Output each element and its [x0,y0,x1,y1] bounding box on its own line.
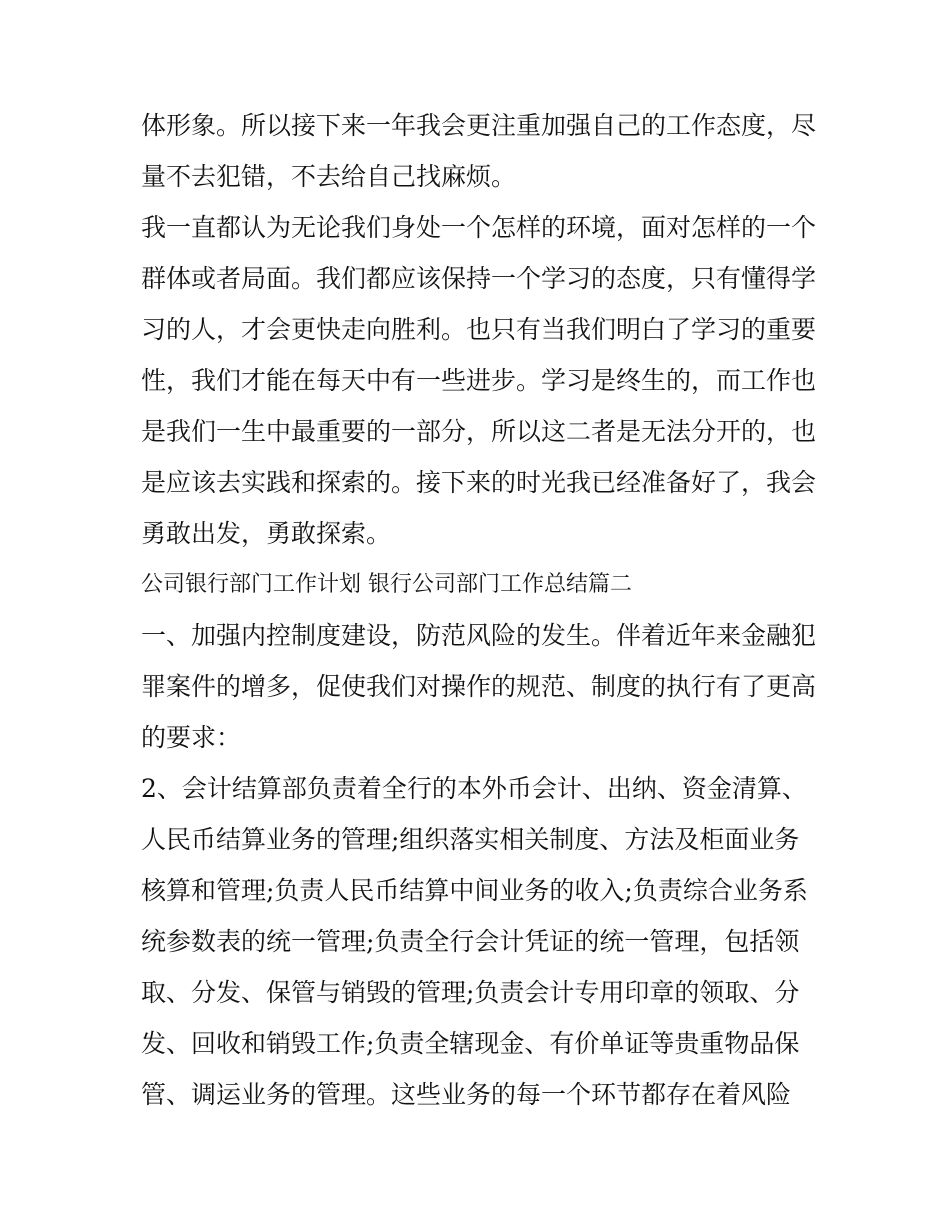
text-line: 性，我们才能在每天中有一些进步。学习是终生的，而工作也 [141,366,817,395]
text-line: 一、加强内控制度建设，防范风险的发生。伴着近年来金融犯 [141,621,817,650]
text-line: 习的人，才会更快走向胜利。也只有当我们明白了学习的重要 [141,315,817,344]
text-line: 群体或者局面。我们都应该保持一个学习的态度，只有懂得学 [141,264,817,293]
text-line: 的要求： [141,723,242,752]
section-heading: 公司银行部门工作计划 银行公司部门工作总结篇二 [141,572,632,597]
text-line: 管、调运业务的管理。这些业务的每一个环节都存在着风险 [141,1080,792,1109]
text-line: 核算和管理;负责人民币结算中间业务的收入;负责综合业务系 [141,876,808,905]
text-line: 取、分发、保管与销毁的管理;负责会计专用印章的领取、分 [141,978,800,1007]
text-line: 体形象。所以接下来一年我会更注重加强自己的工作态度，尽 [141,111,817,140]
text-line: 我一直都认为无论我们身处一个怎样的环境，面对怎样的一个 [141,213,817,242]
text-line: 2、会计结算部负责着全行的本外币会计、出纳、资金清算、 [141,774,807,803]
text-line: 统参数表的统一管理;负责全行会计凭证的统一管理，包括领 [141,927,800,956]
text-line: 罪案件的增多，促使我们对操作的规范、制度的执行有了更高 [141,672,817,701]
text-line: 是应该去实践和探索的。接下来的时光我已经准备好了，我会 [141,468,817,497]
text-line: 量不去犯错，不去给自己找麻烦。 [141,162,517,191]
text-line: 是我们一生中最重要的一部分，所以这二者是无法分开的，也 [141,417,817,446]
text-line: 勇敢出发，勇敢探索。 [141,519,392,548]
text-line: 发、回收和销毁工作;负责全辖现金、有价单证等贵重物品保 [141,1029,800,1058]
text-line: 人民币结算业务的管理;组织落实相关制度、方法及柜面业务 [141,825,800,854]
body-text [141,100,821,1120]
